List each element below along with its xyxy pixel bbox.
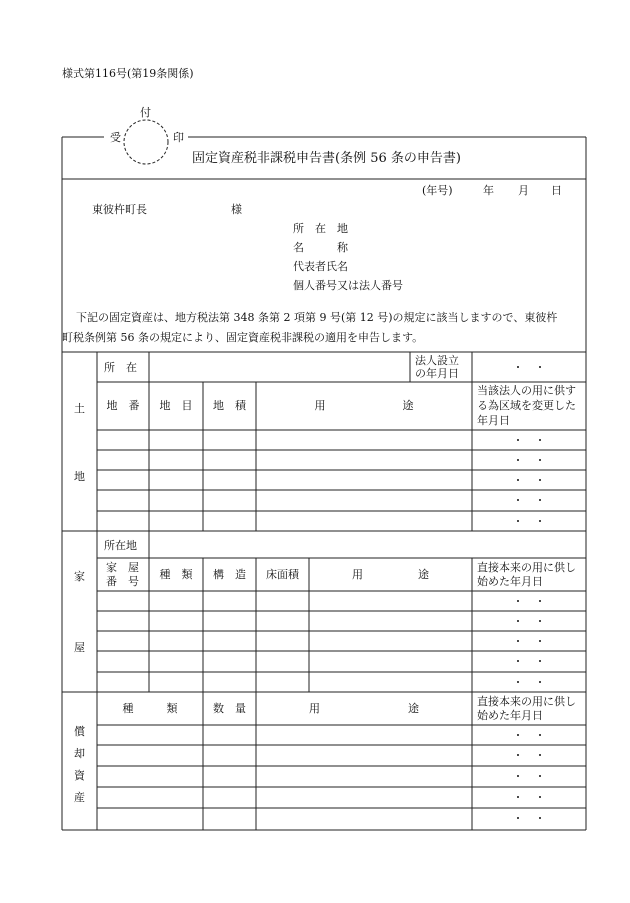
land-col-category: 地 目 — [159, 399, 193, 412]
land-change-date-label-2: る為区域を変更した — [477, 399, 576, 412]
date-era: (年号) — [422, 184, 453, 197]
land-row-2-date: ・ ・ — [512, 454, 546, 467]
land-row-3-date: ・ ・ — [512, 474, 546, 487]
house-section-label-1: 家 — [74, 570, 85, 583]
stamp-label-top: 付 — [140, 106, 151, 119]
stamp-label-left: 受 — [110, 131, 121, 144]
house-col-use: 用 途 — [352, 568, 429, 581]
land-change-date-label-1: 当該法人の用に供す — [477, 384, 576, 397]
applicant-name-label: 名 称 — [293, 241, 348, 254]
applicant-id-label: 個人番号又は法人番号 — [293, 279, 403, 292]
asset-section-label-2: 却 — [74, 747, 85, 760]
land-change-date-label-3: 年月日 — [477, 414, 510, 427]
form-number: 様式第116号(第19条関係) — [62, 67, 194, 80]
receipt-stamp-circle — [124, 120, 168, 164]
asset-row-4-date: ・ ・ — [512, 791, 546, 804]
house-number-label-2: 番 号 — [106, 575, 139, 588]
house-row-4-date: ・ ・ — [512, 655, 546, 668]
land-row-1-date: ・ ・ — [512, 434, 546, 447]
house-row-5-date: ・ ・ — [512, 676, 546, 689]
addressee-honorific: 様 — [231, 203, 242, 216]
applicant-address-label: 所 在 地 — [293, 222, 348, 235]
date-month: 月 — [518, 184, 529, 197]
land-row-5-date: ・ ・ — [512, 515, 546, 528]
asset-use-date-label-2: 始めた年月日 — [477, 709, 543, 722]
house-col-floor-area: 床面積 — [266, 568, 299, 581]
asset-row-1-date: ・ ・ — [512, 729, 546, 742]
land-location-label: 所 在 — [104, 361, 137, 374]
asset-row-5-date: ・ ・ — [512, 812, 546, 825]
asset-col-type: 種 類 — [122, 702, 178, 715]
date-day: 日 — [551, 184, 562, 197]
asset-use-date-label-1: 直接本来の用に供し — [477, 695, 576, 708]
form-title: 固定資産税非課税申告書(条例 56 条の申告書) — [192, 151, 461, 166]
land-section-label-2: 地 — [74, 470, 85, 483]
house-use-date-label-1: 直接本来の用に供し — [477, 561, 576, 574]
asset-col-use: 用 途 — [309, 702, 419, 715]
house-number-label-1: 家 屋 — [106, 561, 139, 574]
land-col-lot-number: 地 番 — [106, 399, 140, 412]
statement-line-1: 下記の固定資産は、地方税法第 348 条第 2 項第 9 号(第 12 号)の規定に該当しますので、東彼杵 — [76, 311, 558, 324]
land-section-label-1: 土 — [74, 402, 85, 415]
land-founding-date-label-2: の年月日 — [415, 367, 459, 380]
land-founding-date-label-1: 法人設立 — [415, 354, 459, 367]
asset-section-label-1: 償 — [74, 725, 85, 738]
asset-section-label-3: 資 — [74, 769, 85, 782]
asset-row-3-date: ・ ・ — [512, 770, 546, 783]
land-founding-date-value: ・ ・ — [512, 361, 546, 374]
house-row-2-date: ・ ・ — [512, 615, 546, 628]
land-row-4-date: ・ ・ — [512, 494, 546, 507]
house-use-date-label-2: 始めた年月日 — [477, 575, 543, 588]
addressee-name: 東彼杵町長 — [92, 203, 147, 216]
house-section-label-2: 屋 — [74, 641, 85, 654]
stamp-label-right: 印 — [173, 131, 184, 144]
asset-section-label-4: 産 — [74, 791, 85, 804]
asset-col-quantity: 数 量 — [213, 702, 246, 715]
land-col-use: 用 途 — [314, 399, 414, 412]
house-row-3-date: ・ ・ — [512, 635, 546, 648]
date-year: 年 — [483, 184, 494, 197]
house-col-structure: 構 造 — [213, 568, 246, 581]
applicant-representative-label: 代表者氏名 — [293, 260, 348, 273]
land-col-area: 地 積 — [213, 399, 246, 412]
house-col-type: 種 類 — [159, 568, 193, 581]
house-row-1-date: ・ ・ — [512, 595, 546, 608]
statement-line-2: 町税条例第 56 条の規定により、固定資産税非課税の適用を申告します。 — [62, 331, 424, 344]
asset-row-2-date: ・ ・ — [512, 749, 546, 762]
house-location-label: 所在地 — [104, 539, 137, 552]
